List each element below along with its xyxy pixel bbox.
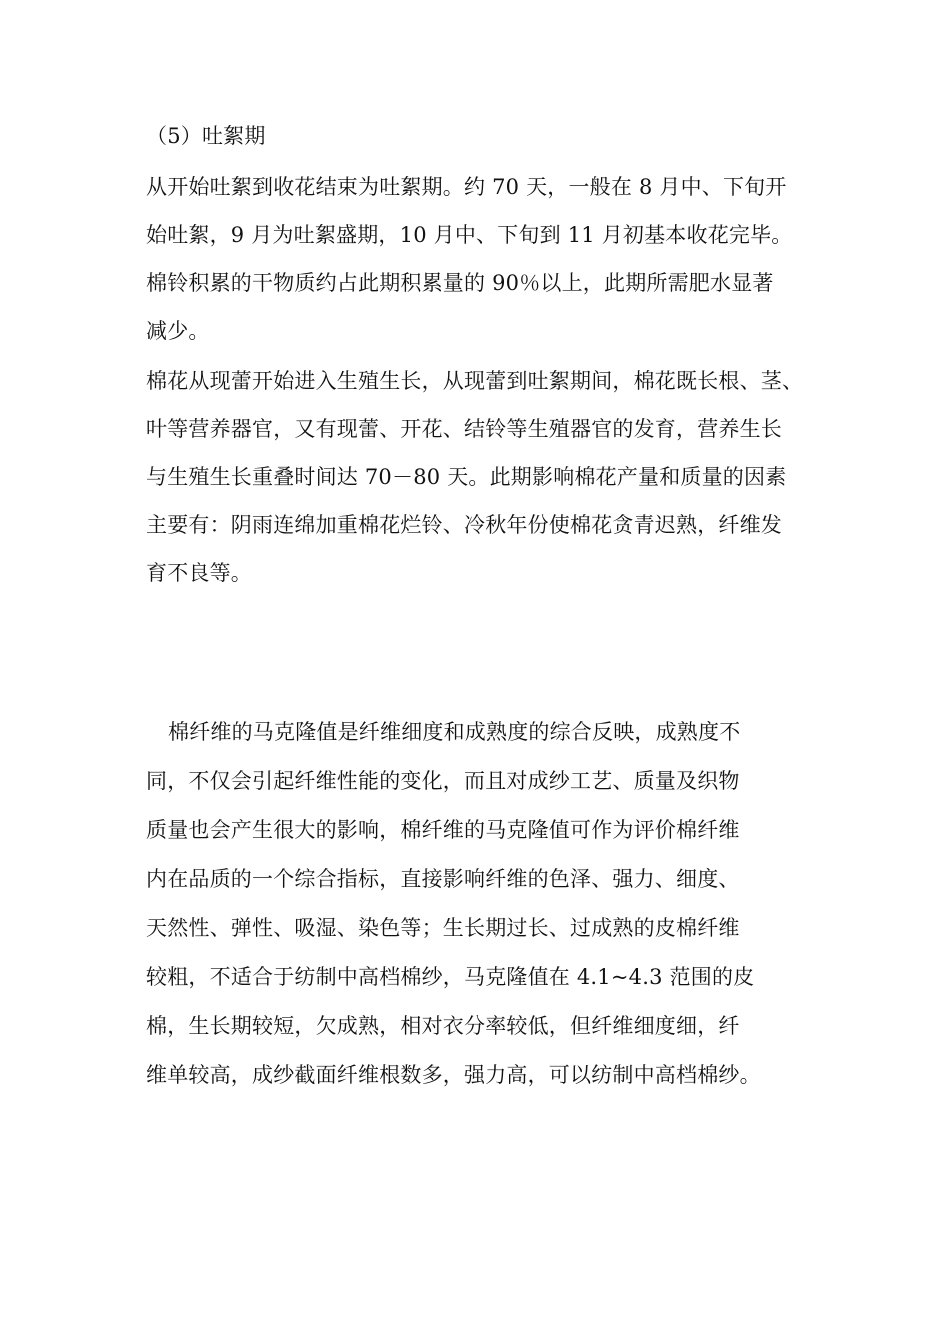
paragraph-reproductive-growth bbox=[146, 369, 816, 609]
section-heading-block bbox=[146, 124, 816, 148]
paragraph-line: 棉铃积累的干物质约占此期积累量的 90％以上，此期所需肥水显著 bbox=[146, 271, 774, 295]
paragraph-line: 始吐絮，9 月为吐絮盛期，10 月中、下旬到 11 月初基本收花完毕。 bbox=[146, 223, 793, 247]
paragraph-line: 育不良等。 bbox=[146, 561, 252, 585]
paragraph-line: 棉纤维的马克隆值是纤维细度和成熟度的综合反映，成熟度不 bbox=[168, 720, 741, 744]
paragraph-line: 棉花从现蕾开始进入生殖生长，从现蕾到吐絮期间，棉花既长根、茎、 bbox=[146, 369, 804, 393]
paragraph-line: 棉，生长期较短，欠成熟，相对衣分率较低，但纤维细度细，纤 bbox=[146, 1014, 740, 1038]
paragraph-micronaire-value bbox=[146, 720, 816, 1112]
paragraph-line: 较粗，不适合于纺制中高档棉纱，马克隆值在 4.1~4.3 范围的皮 bbox=[146, 965, 755, 989]
paragraph-line: 天然性、弹性、吸湿、染色等；生长期过长、过成熟的皮棉纤维 bbox=[146, 916, 740, 940]
paragraph-line: 从开始吐絮到收花结束为吐絮期。约 70 天，一般在 8 月中、下旬开 bbox=[146, 175, 787, 199]
paragraph-line: 质量也会产生很大的影响，棉纤维的马克隆值可作为评价棉纤维 bbox=[146, 818, 740, 842]
paragraph-line: 与生殖生长重叠时间达 70－80 天。此期影响棉花产量和质量的因素 bbox=[146, 465, 787, 489]
paragraph-line: 减少。 bbox=[146, 319, 210, 343]
section-heading: （5）吐絮期 bbox=[146, 124, 266, 148]
paragraph-line: 维单较高，成纱截面纤维根数多，强力高，可以纺制中高档棉纱。 bbox=[146, 1063, 761, 1087]
paragraph-boll-opening-stage bbox=[146, 175, 816, 367]
paragraph-line: 同，不仅会引起纤维性能的变化，而且对成纱工艺、质量及织物 bbox=[146, 769, 740, 793]
paragraph-line: 叶等营养器官，又有现蕾、开花、结铃等生殖器官的发育，营养生长 bbox=[146, 417, 782, 441]
paragraph-line: 主要有：阴雨连绵加重棉花烂铃、冷秋年份使棉花贪青迟熟，纤维发 bbox=[146, 513, 782, 537]
paragraph-line: 内在品质的一个综合指标，直接影响纤维的色泽、强力、细度、 bbox=[146, 867, 740, 891]
